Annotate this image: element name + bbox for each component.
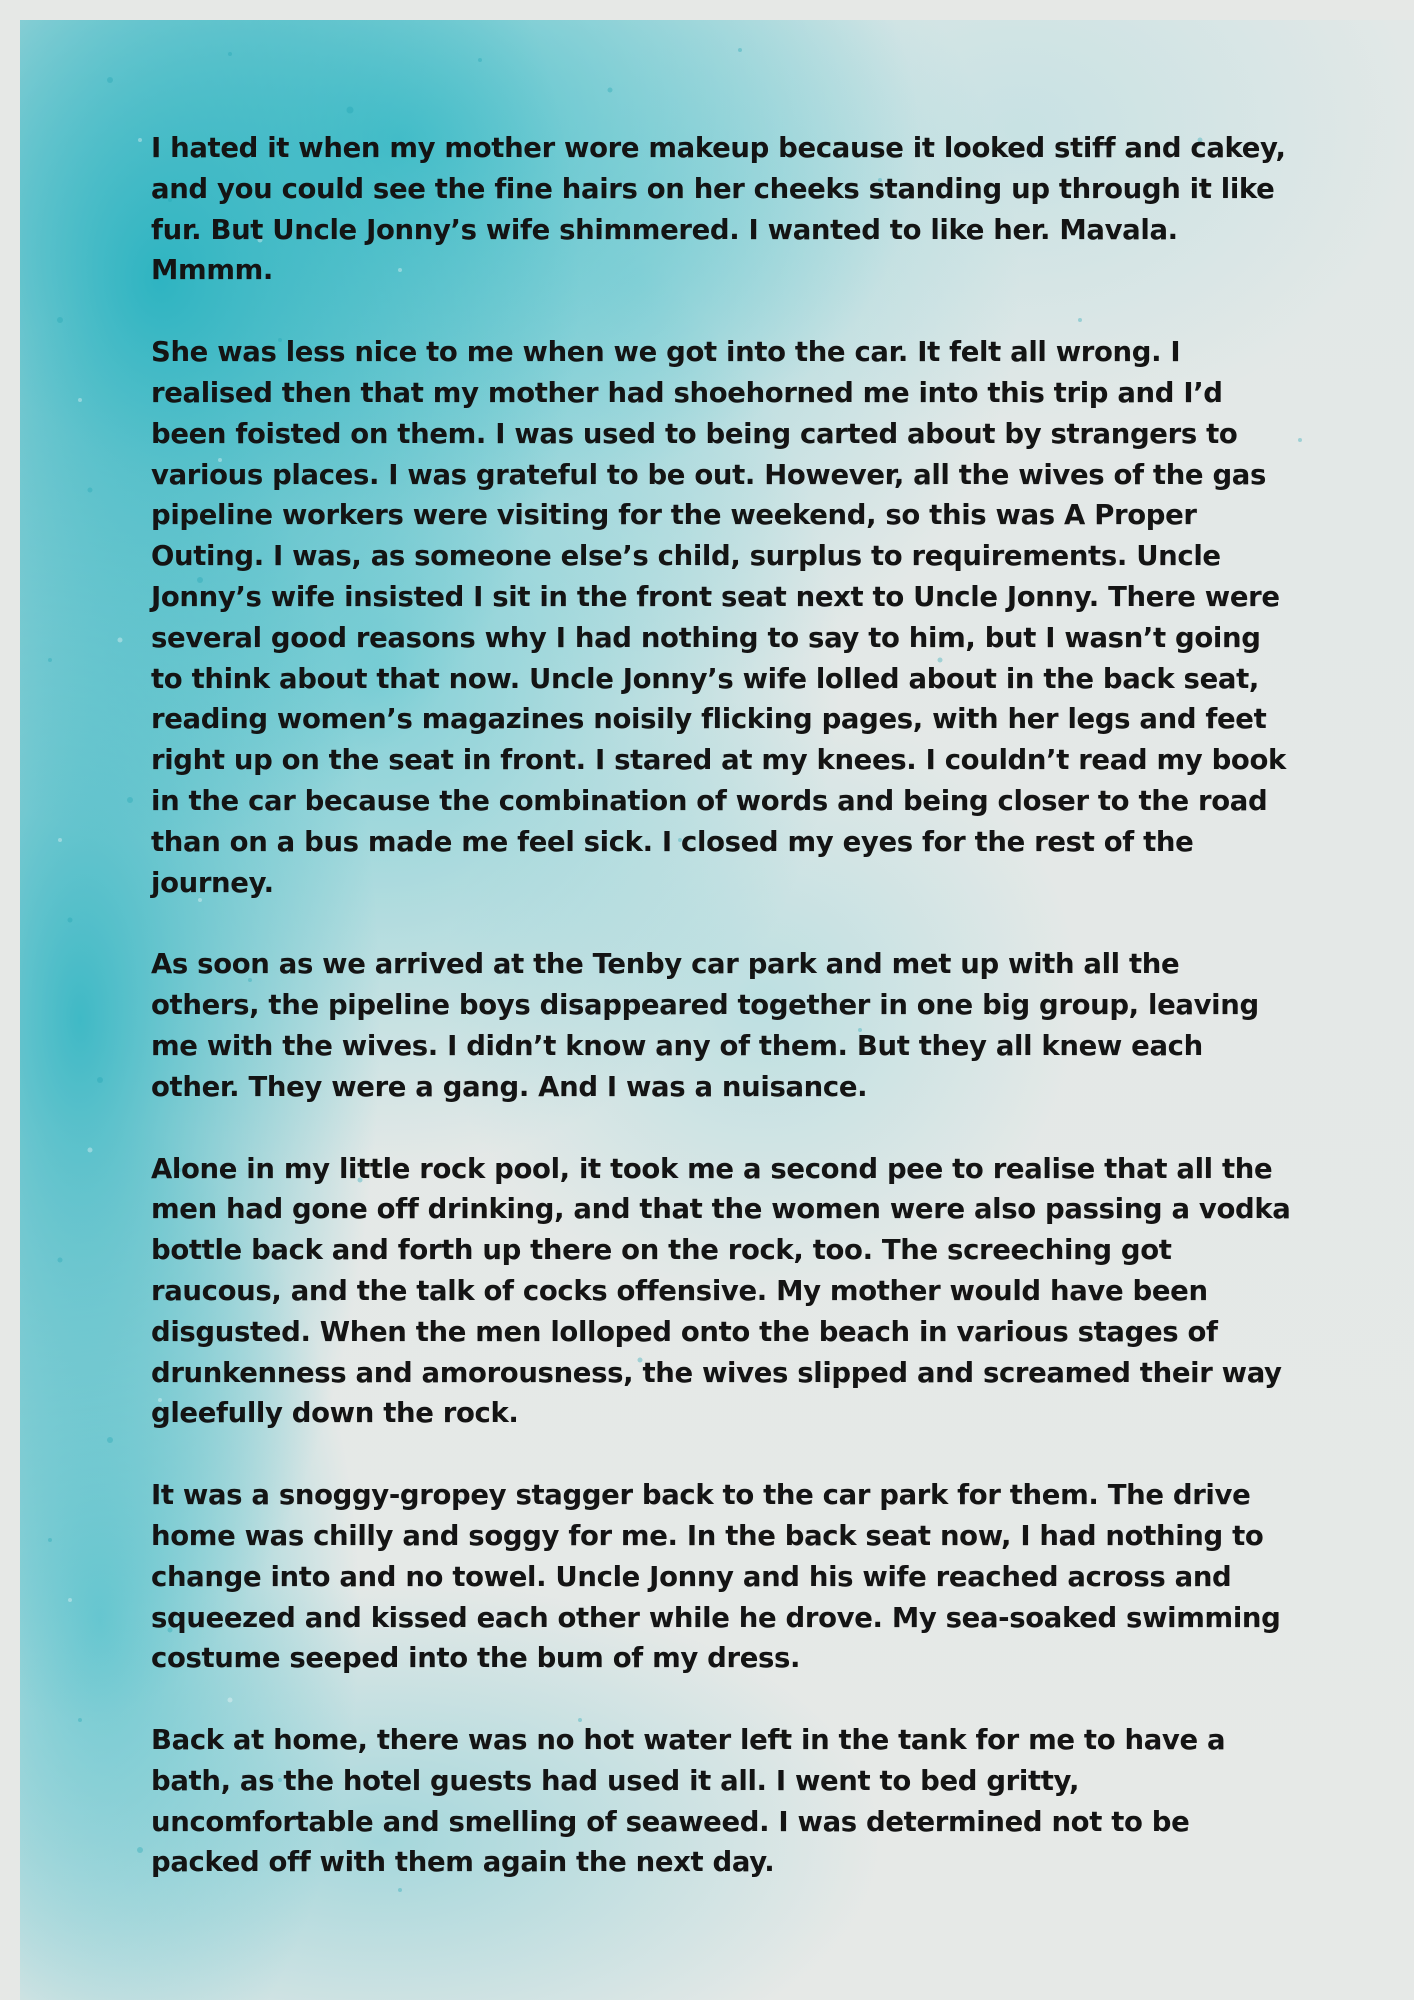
paragraph-back-home: Back at home, there was no hot water left in the tank for me to have a bath, as the hotel guests had used it all. I went to bed gritty, uncomfortable and smelling of seaweed. I was determined not to be packed off with them again the next day. <box>151 1724 1226 1879</box>
paragraph-tenby-arrival: As soon as we arrived at the Tenby car park and met up with all the others, the pipeline boys disappeared together in one big group, leaving me with the wives. I didn’t know any of them. But they all knew each other. They were a gang. And I was a nuisance. <box>151 948 1259 1103</box>
paragraph-drive-home: It was a snoggy-gropey stagger back to the car park for them. The drive home was chilly and soggy for me. In the back seat now, I had nothing to change into and no towel. Uncle Jonny and his wife reached across and squeezed and kissed each other while he drove. My sea-soaked swimming costume seeped into the bum of my dress. <box>151 1479 1281 1675</box>
paragraph-rock-pool: Alone in my little rock pool, it took me a second pee to realise that all the men had gone off drinking, and that the women were also passing a vodka bottle back and forth up there on the rock, too. The screeching got raucous, and the talk of cocks offensive. My mother would have been disgusted. When the men lolloped onto the beach in various stages of drunkenness and amorousness, the wives slipped and screamed their way gleefully down the rock. <box>151 1152 1291 1430</box>
paragraph-makeup: I hated it when my mother wore makeup because it looked stiff and cakey, and you could see the fine hairs on her cheeks standing up through it like fur. But Uncle Jonny’s wife shimmered. I wanted to like her. Mavala. Mmmm. <box>151 132 1286 287</box>
story-text <box>151 128 1291 1924</box>
paragraph-car-journey: She was less nice to me when we got into the car. It felt all wrong. I realised then that my mother had shoehorned me into this trip and I’d been foisted on them. I was used to being carted about by strangers to various places. I was grateful to be out. However, all the wives of the gas pipeline workers were visiting for the weekend, so this was A Proper Outing. I was, as someone else’s child, surplus to requirements. Uncle Jonny’s wife insisted I sit in the front seat next to Uncle Jonny. There were several good reasons why I had nothing to say to him, but I wasn’t going to think about that now. Uncle Jonny’s wife lolled about in the back seat, reading women’s magazines noisily flicking pages, with her legs and feet right up on the seat in front. I stared at my knees. I couldn’t read my book in the car because the combination of words and being closer to the road than on a bus made me feel sick. I closed my eyes for the rest of the journey. <box>151 336 1286 899</box>
watercolor-page <box>20 20 1414 2000</box>
